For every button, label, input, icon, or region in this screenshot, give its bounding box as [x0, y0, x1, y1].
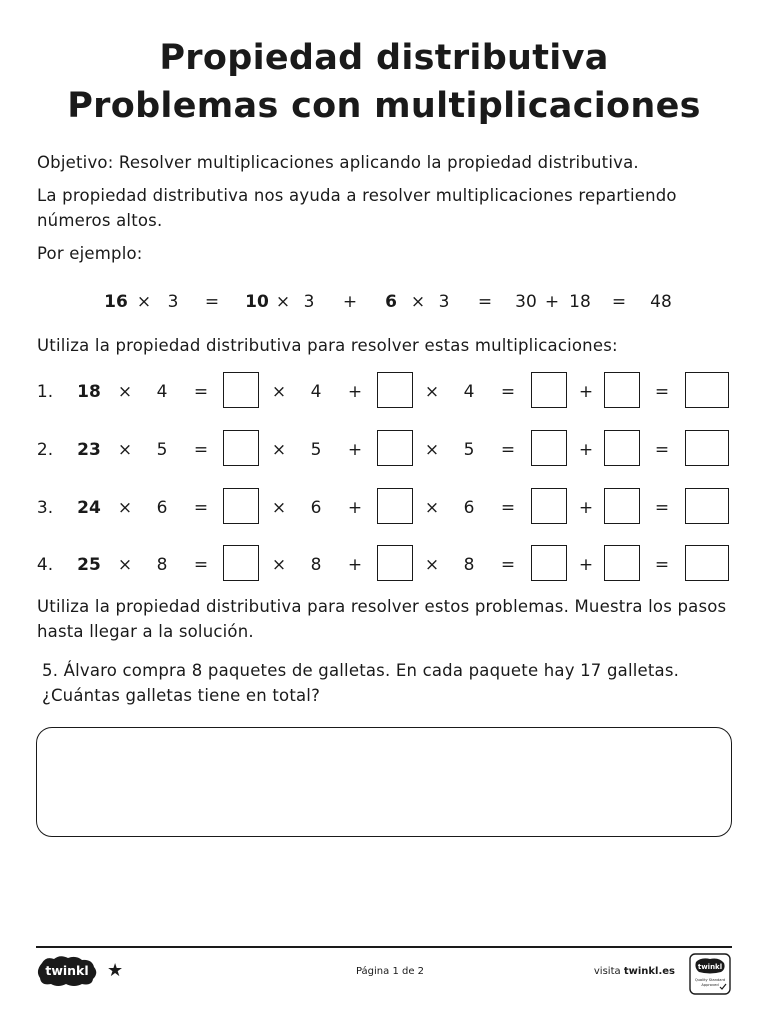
times-sign: ×: [275, 292, 291, 312]
answer-box-partial-2[interactable]: [604, 545, 640, 581]
exercise-factor-b: 5: [156, 440, 168, 460]
answer-box-partial-1[interactable]: [531, 545, 567, 581]
exercise-factor-b: 5: [310, 440, 322, 460]
answer-box-result[interactable]: [685, 545, 729, 581]
svg-text:twinkl: twinkl: [697, 963, 723, 971]
exercise-factor-b: 8: [156, 555, 168, 575]
example-label: Por ejemplo:: [37, 244, 143, 263]
times-sign: ×: [271, 382, 287, 402]
answer-box-result[interactable]: [685, 488, 729, 524]
exercise-factor-b: 5: [463, 440, 475, 460]
exercise-factor-b: 8: [310, 555, 322, 575]
times-sign: ×: [271, 440, 287, 460]
exercise-factor-b: 8: [463, 555, 475, 575]
quality-standard-seal: [689, 953, 731, 995]
answer-box-split-a[interactable]: [223, 372, 259, 408]
answer-box-partial-2[interactable]: [604, 430, 640, 466]
answer-box-partial-2[interactable]: [604, 488, 640, 524]
answer-box-result[interactable]: [685, 372, 729, 408]
example-split-ones: 6: [385, 292, 397, 312]
equals-sign: =: [500, 555, 516, 575]
equals-sign: =: [611, 292, 627, 312]
exercise-factor-b: 4: [156, 382, 168, 402]
logo-text: twinkl: [45, 963, 89, 978]
example-partial: 18: [569, 292, 591, 312]
plus-sign: +: [578, 440, 594, 460]
answer-box-partial-2[interactable]: [604, 372, 640, 408]
equals-sign: =: [193, 555, 209, 575]
equals-sign: =: [193, 498, 209, 518]
times-sign: ×: [424, 382, 440, 402]
plus-sign: +: [578, 498, 594, 518]
times-sign: ×: [271, 555, 287, 575]
star-icon: ★: [107, 960, 124, 981]
equals-sign: =: [654, 498, 670, 518]
answer-box-split-a[interactable]: [223, 430, 259, 466]
times-sign: ×: [117, 555, 133, 575]
plus-sign: +: [342, 292, 358, 312]
plus-sign: +: [347, 382, 363, 402]
section1-instruction: Utiliza la propiedad distributiva para resolver estas multiplicaciones:: [37, 336, 618, 355]
times-sign: ×: [271, 498, 287, 518]
equals-sign: =: [500, 382, 516, 402]
answer-area[interactable]: [36, 727, 732, 837]
explanation-text: La propiedad distributiva nos ayuda a resolver multiplicaciones repartiendo números altos.: [37, 186, 677, 230]
equals-sign: =: [654, 382, 670, 402]
objective-text: Objetivo: Resolver multiplicaciones aplicando la propiedad distributiva.: [37, 153, 639, 172]
answer-box-partial-1[interactable]: [531, 488, 567, 524]
exercise-factor-a: 24: [77, 498, 101, 518]
plus-sign: +: [347, 440, 363, 460]
word-problem: 5. Álvaro compra 8 paquetes de galletas. En cada paquete hay 17 galletas. ¿Cuántas galletas tiene en total?: [42, 661, 680, 705]
exercise-number: 3.: [36, 498, 54, 518]
answer-box-split-b[interactable]: [377, 430, 413, 466]
exercise-factor-b: 6: [463, 498, 475, 518]
page-number: Página 1 de 2: [355, 966, 425, 977]
times-sign: ×: [410, 292, 426, 312]
times-sign: ×: [117, 382, 133, 402]
equals-sign: =: [500, 440, 516, 460]
exercise-number: 1.: [36, 382, 54, 402]
answer-box-partial-1[interactable]: [531, 430, 567, 466]
plus-sign: +: [347, 498, 363, 518]
exercise-number: 4.: [36, 555, 54, 575]
exercise-factor-a: 18: [77, 382, 101, 402]
example-factor: 16: [104, 292, 128, 312]
plus-sign: +: [578, 555, 594, 575]
svg-text:Quality Standard: Quality Standard: [694, 978, 726, 982]
plus-sign: +: [578, 382, 594, 402]
equals-sign: =: [204, 292, 220, 312]
footer-divider: [36, 946, 732, 948]
times-sign: ×: [136, 292, 152, 312]
title-line-2: Problemas con multiplicaciones: [67, 86, 701, 126]
visit-website[interactable]: visita twinkl.es: [593, 966, 675, 977]
equals-sign: =: [654, 440, 670, 460]
times-sign: ×: [424, 440, 440, 460]
times-sign: ×: [424, 555, 440, 575]
plus-sign: +: [347, 555, 363, 575]
equals-sign: =: [654, 555, 670, 575]
answer-box-split-a[interactable]: [223, 545, 259, 581]
exercise-factor-a: 23: [77, 440, 101, 460]
equals-sign: =: [500, 498, 516, 518]
example-factor: 3: [303, 292, 315, 312]
example-factor: 3: [167, 292, 179, 312]
example-split-tens: 10: [245, 292, 269, 312]
answer-box-split-a[interactable]: [223, 488, 259, 524]
equals-sign: =: [477, 292, 493, 312]
exercise-factor-b: 6: [310, 498, 322, 518]
title-line-1: Propiedad distributiva: [159, 38, 609, 78]
times-sign: ×: [117, 440, 133, 460]
times-sign: ×: [117, 498, 133, 518]
answer-box-split-b[interactable]: [377, 488, 413, 524]
svg-text:Approved: Approved: [701, 983, 719, 987]
equals-sign: =: [193, 382, 209, 402]
answer-box-split-b[interactable]: [377, 372, 413, 408]
exercise-number: 2.: [36, 440, 54, 460]
answer-box-split-b[interactable]: [377, 545, 413, 581]
exercise-factor-b: 4: [463, 382, 475, 402]
example-partial: 30: [515, 292, 537, 312]
plus-sign: +: [544, 292, 560, 312]
times-sign: ×: [424, 498, 440, 518]
answer-box-result[interactable]: [685, 430, 729, 466]
exercise-factor-b: 6: [156, 498, 168, 518]
exercise-factor-a: 25: [77, 555, 101, 575]
equals-sign: =: [193, 440, 209, 460]
example-result: 48: [650, 292, 672, 312]
example-factor: 3: [438, 292, 450, 312]
section2-instruction: Utiliza la propiedad distributiva para resolver estos problemas. Muestra los pasos hasta llegar a la solución.: [37, 597, 727, 641]
answer-box-partial-1[interactable]: [531, 372, 567, 408]
exercise-factor-b: 4: [310, 382, 322, 402]
